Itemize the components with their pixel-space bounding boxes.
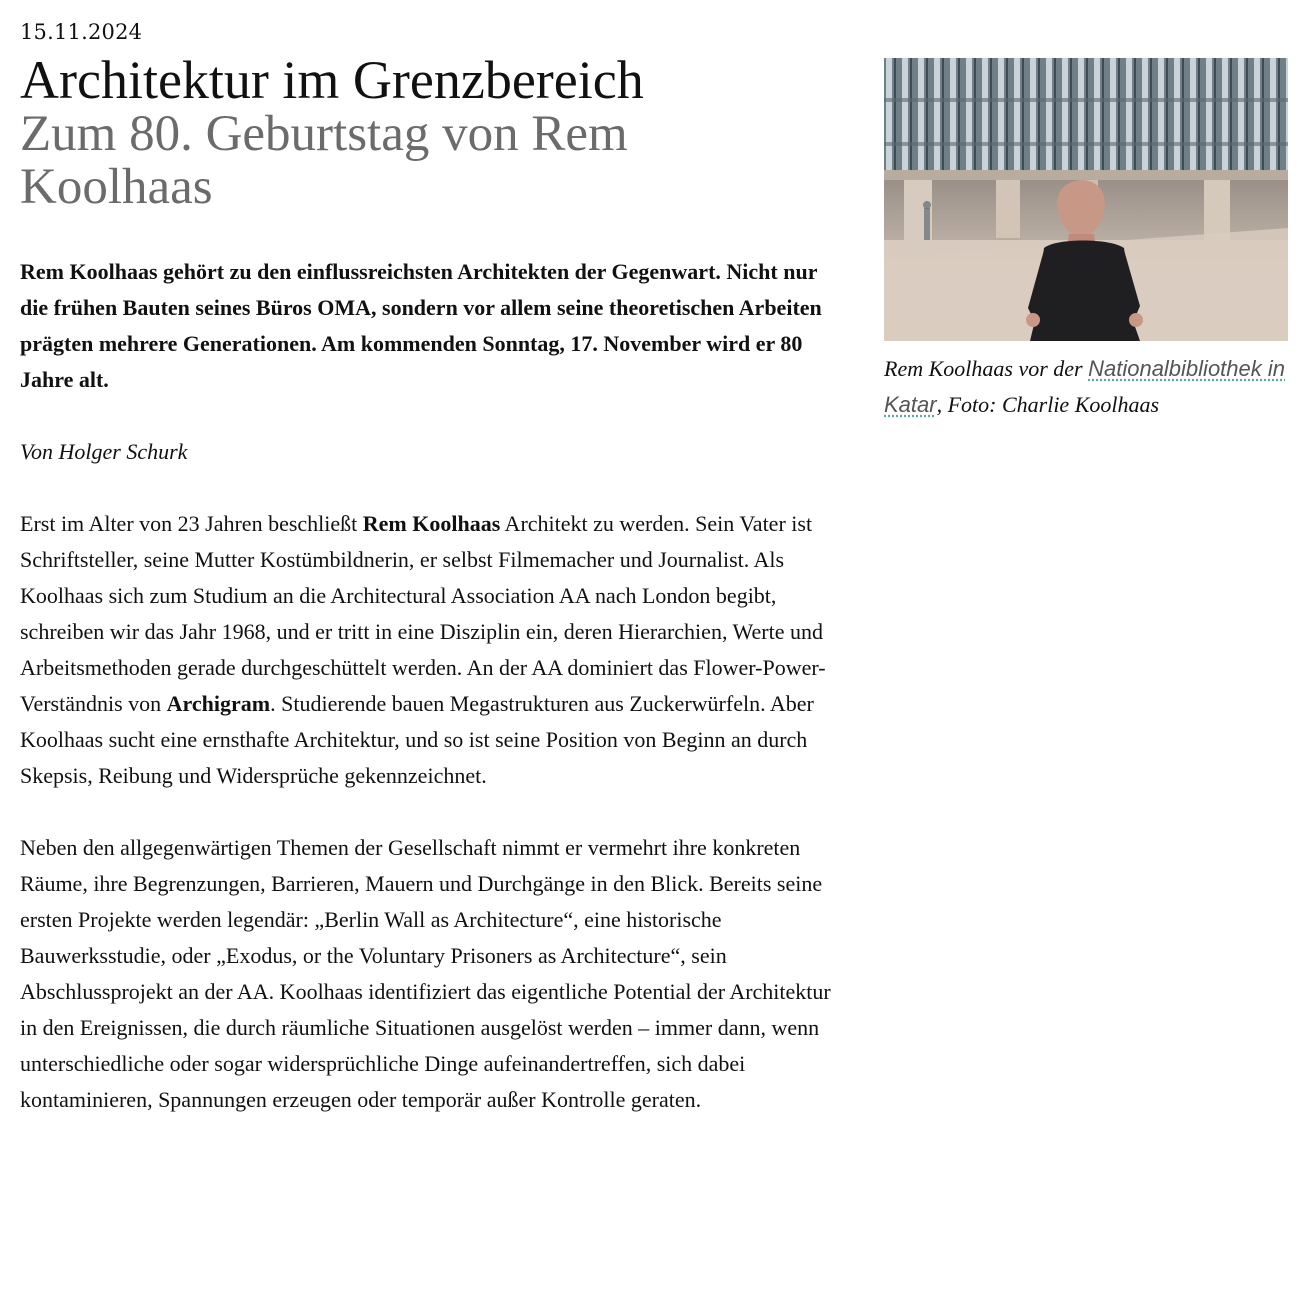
body-paragraph-1 — [20, 506, 832, 794]
article-title: Architektur im Grenzbereich — [20, 50, 644, 110]
p1-bold-koolhaas: Rem Koolhaas — [362, 511, 501, 536]
figure-caption — [884, 351, 1288, 423]
p1-bold-archigram: Archigram — [166, 691, 271, 716]
p1-text-3: . Studierende bauen Megastrukturen aus Zuckerwürfeln. Aber Koolhaas sucht eine ernsthafte Architektur, und so ist seine Position von Beginn an durch Skepsis, Reibung und Widersprüche gekennzeichnet. — [20, 691, 814, 788]
p1-text-2: Architekt zu werden. Sein Vater ist Schriftsteller, seine Mutter Kostümbildnerin, er selbst Filmemacher und Journalist. Als Koolhaas sich zum Studium an die Architectural Association AA nach London begibt, schreiben wir das Jahr 1968, und er tritt in eine Disziplin ein, deren Hierarchien, Werte und Arbeitsmethoden gerade durchgeschüttelt werden. An der AA dominiert das Flower-Power-Verständnis von — [20, 511, 826, 716]
caption-link-nationalbibliothek[interactable]: Nationalbibliothek in Katar — [884, 356, 1285, 417]
article-lead: Rem Koolhaas gehört zu den einflussreichsten Architekten der Gegenwart. Nicht nur die frühen Bauten seines Büros OMA, sondern vor allem seine theoretischen Arbeiten prägten mehrere Generationen. Am kommenden Sonntag, 17. November wird er 80 Jahre alt. — [20, 259, 822, 392]
article-subtitle: Zum 80. Geburtstag von Rem Koolhaas — [20, 106, 628, 215]
p1-text-1: Erst im Alter von 23 Jahren beschließt — [20, 511, 363, 536]
article-figure — [884, 58, 1288, 423]
article-main — [20, 52, 832, 1118]
body-paragraph-2: Neben den allgegenwärtigen Themen der Gesellschaft nimmt er vermehrt ihre konkreten Räume, ihre Begrenzungen, Barrieren, Mauern und Durchgänge in den Blick. Bereits seine ersten Projekte werden legendär: „Berlin Wall as Architecture“, eine historische Bauwerksstudie, oder „Exodus, or the Voluntary Prisoners as Architecture“, sein Abschlussprojekt an der AA. Koolhaas identifiziert das eigentliche Potential der Architektur in den Ereignissen, die durch räumliche Situationen ausgelöst werden – immer dann, wenn unterschiedliche oder sogar widersprüchliche Dinge aufeinandertreffen, sich dabei kontaminieren, Spannungen erzeugen oder temporär außer Kontrolle geraten. — [20, 835, 831, 1112]
article-author: Von Holger Schurk — [20, 439, 188, 464]
caption-text-before: Rem Koolhaas vor der — [884, 356, 1089, 381]
koolhaas-photo — [884, 58, 1288, 341]
caption-text-after: , Foto: Charlie Koolhaas — [936, 392, 1160, 417]
article-date: 15.11.2024 — [20, 20, 143, 44]
